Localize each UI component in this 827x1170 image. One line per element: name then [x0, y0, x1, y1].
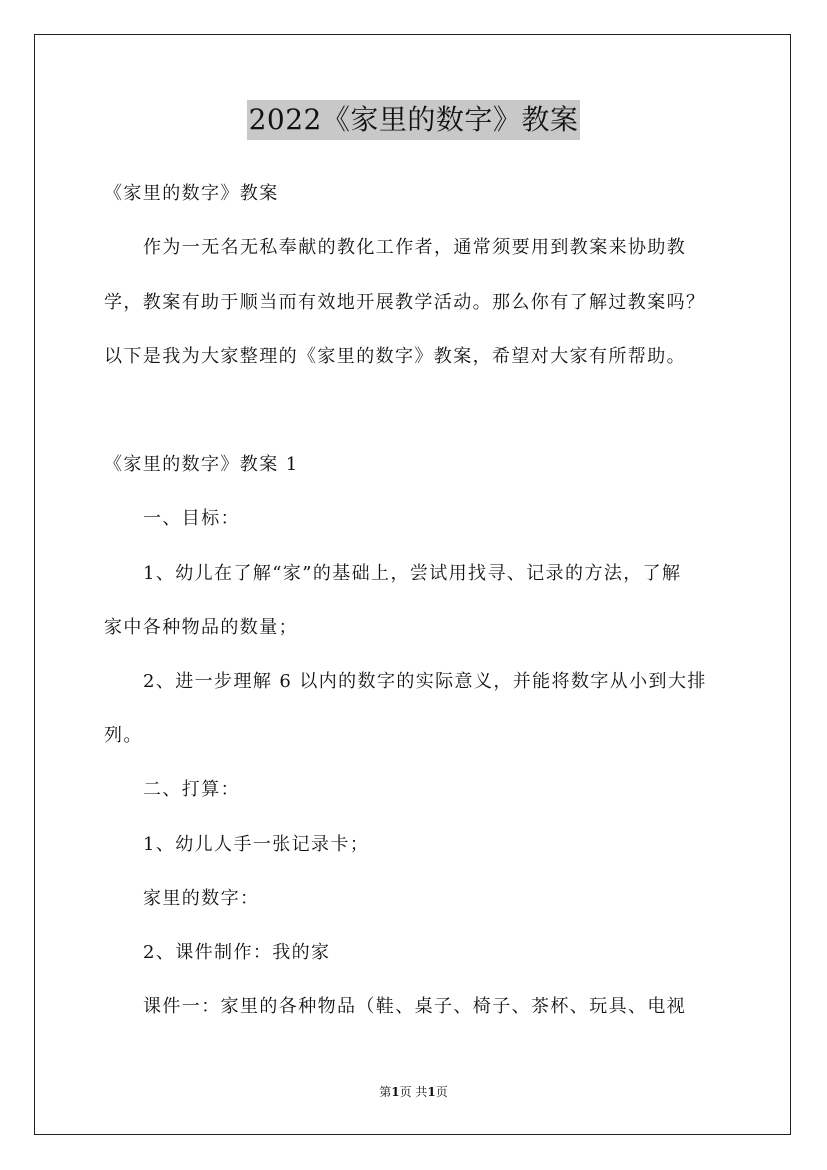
paragraph-line: 二、打算： [143, 779, 240, 800]
footer-suffix: 页 [435, 1085, 448, 1099]
paragraph-line: 家里的数字： [143, 888, 260, 909]
paragraph-line: 列。 [104, 725, 143, 746]
section-heading: 《家里的数字》教案 1 [104, 454, 299, 475]
paragraph-line: 2、进一步理解 6 以内的数字的实际意义，并能将数字从小到大排 [143, 671, 707, 692]
footer-page-total: 1 [427, 1085, 436, 1099]
paragraph-line: 以下是我为大家整理的《家里的数字》教案，希望对大家有所帮助。 [104, 346, 686, 367]
footer-page-number: 1 [391, 1085, 400, 1099]
title-container [0, 100, 827, 140]
paragraph-line: 2、课件制作：我的家 [143, 942, 331, 963]
paragraph-line: 1、幼儿人手一张记录卡； [143, 834, 370, 855]
footer-prefix: 第 [379, 1085, 392, 1099]
subtitle-line: 《家里的数字》教案 [104, 183, 279, 204]
paragraph-line: 作为一无名无私奉献的教化工作者，通常须要用到教案来协助教 [143, 237, 687, 258]
paragraph-line: 课件一：家里的各种物品（鞋、桌子、椅子、茶杯、玩具、电视 [143, 996, 687, 1017]
paragraph-line: 学，教案有助于顺当而有效地开展教学活动。那么你有了解过教案吗？ [104, 292, 706, 313]
document-title: 2022《家里的数字》教案 [247, 100, 581, 140]
footer-mid: 页 共 [399, 1085, 428, 1099]
paragraph-line: 家中各种物品的数量； [104, 617, 298, 638]
paragraph-line: 一、目标： [143, 508, 240, 529]
page-footer [0, 1084, 827, 1100]
paragraph-line: 1、幼儿在了解“家”的基础上，尝试用找寻、记录的方法，了解 [143, 563, 682, 584]
